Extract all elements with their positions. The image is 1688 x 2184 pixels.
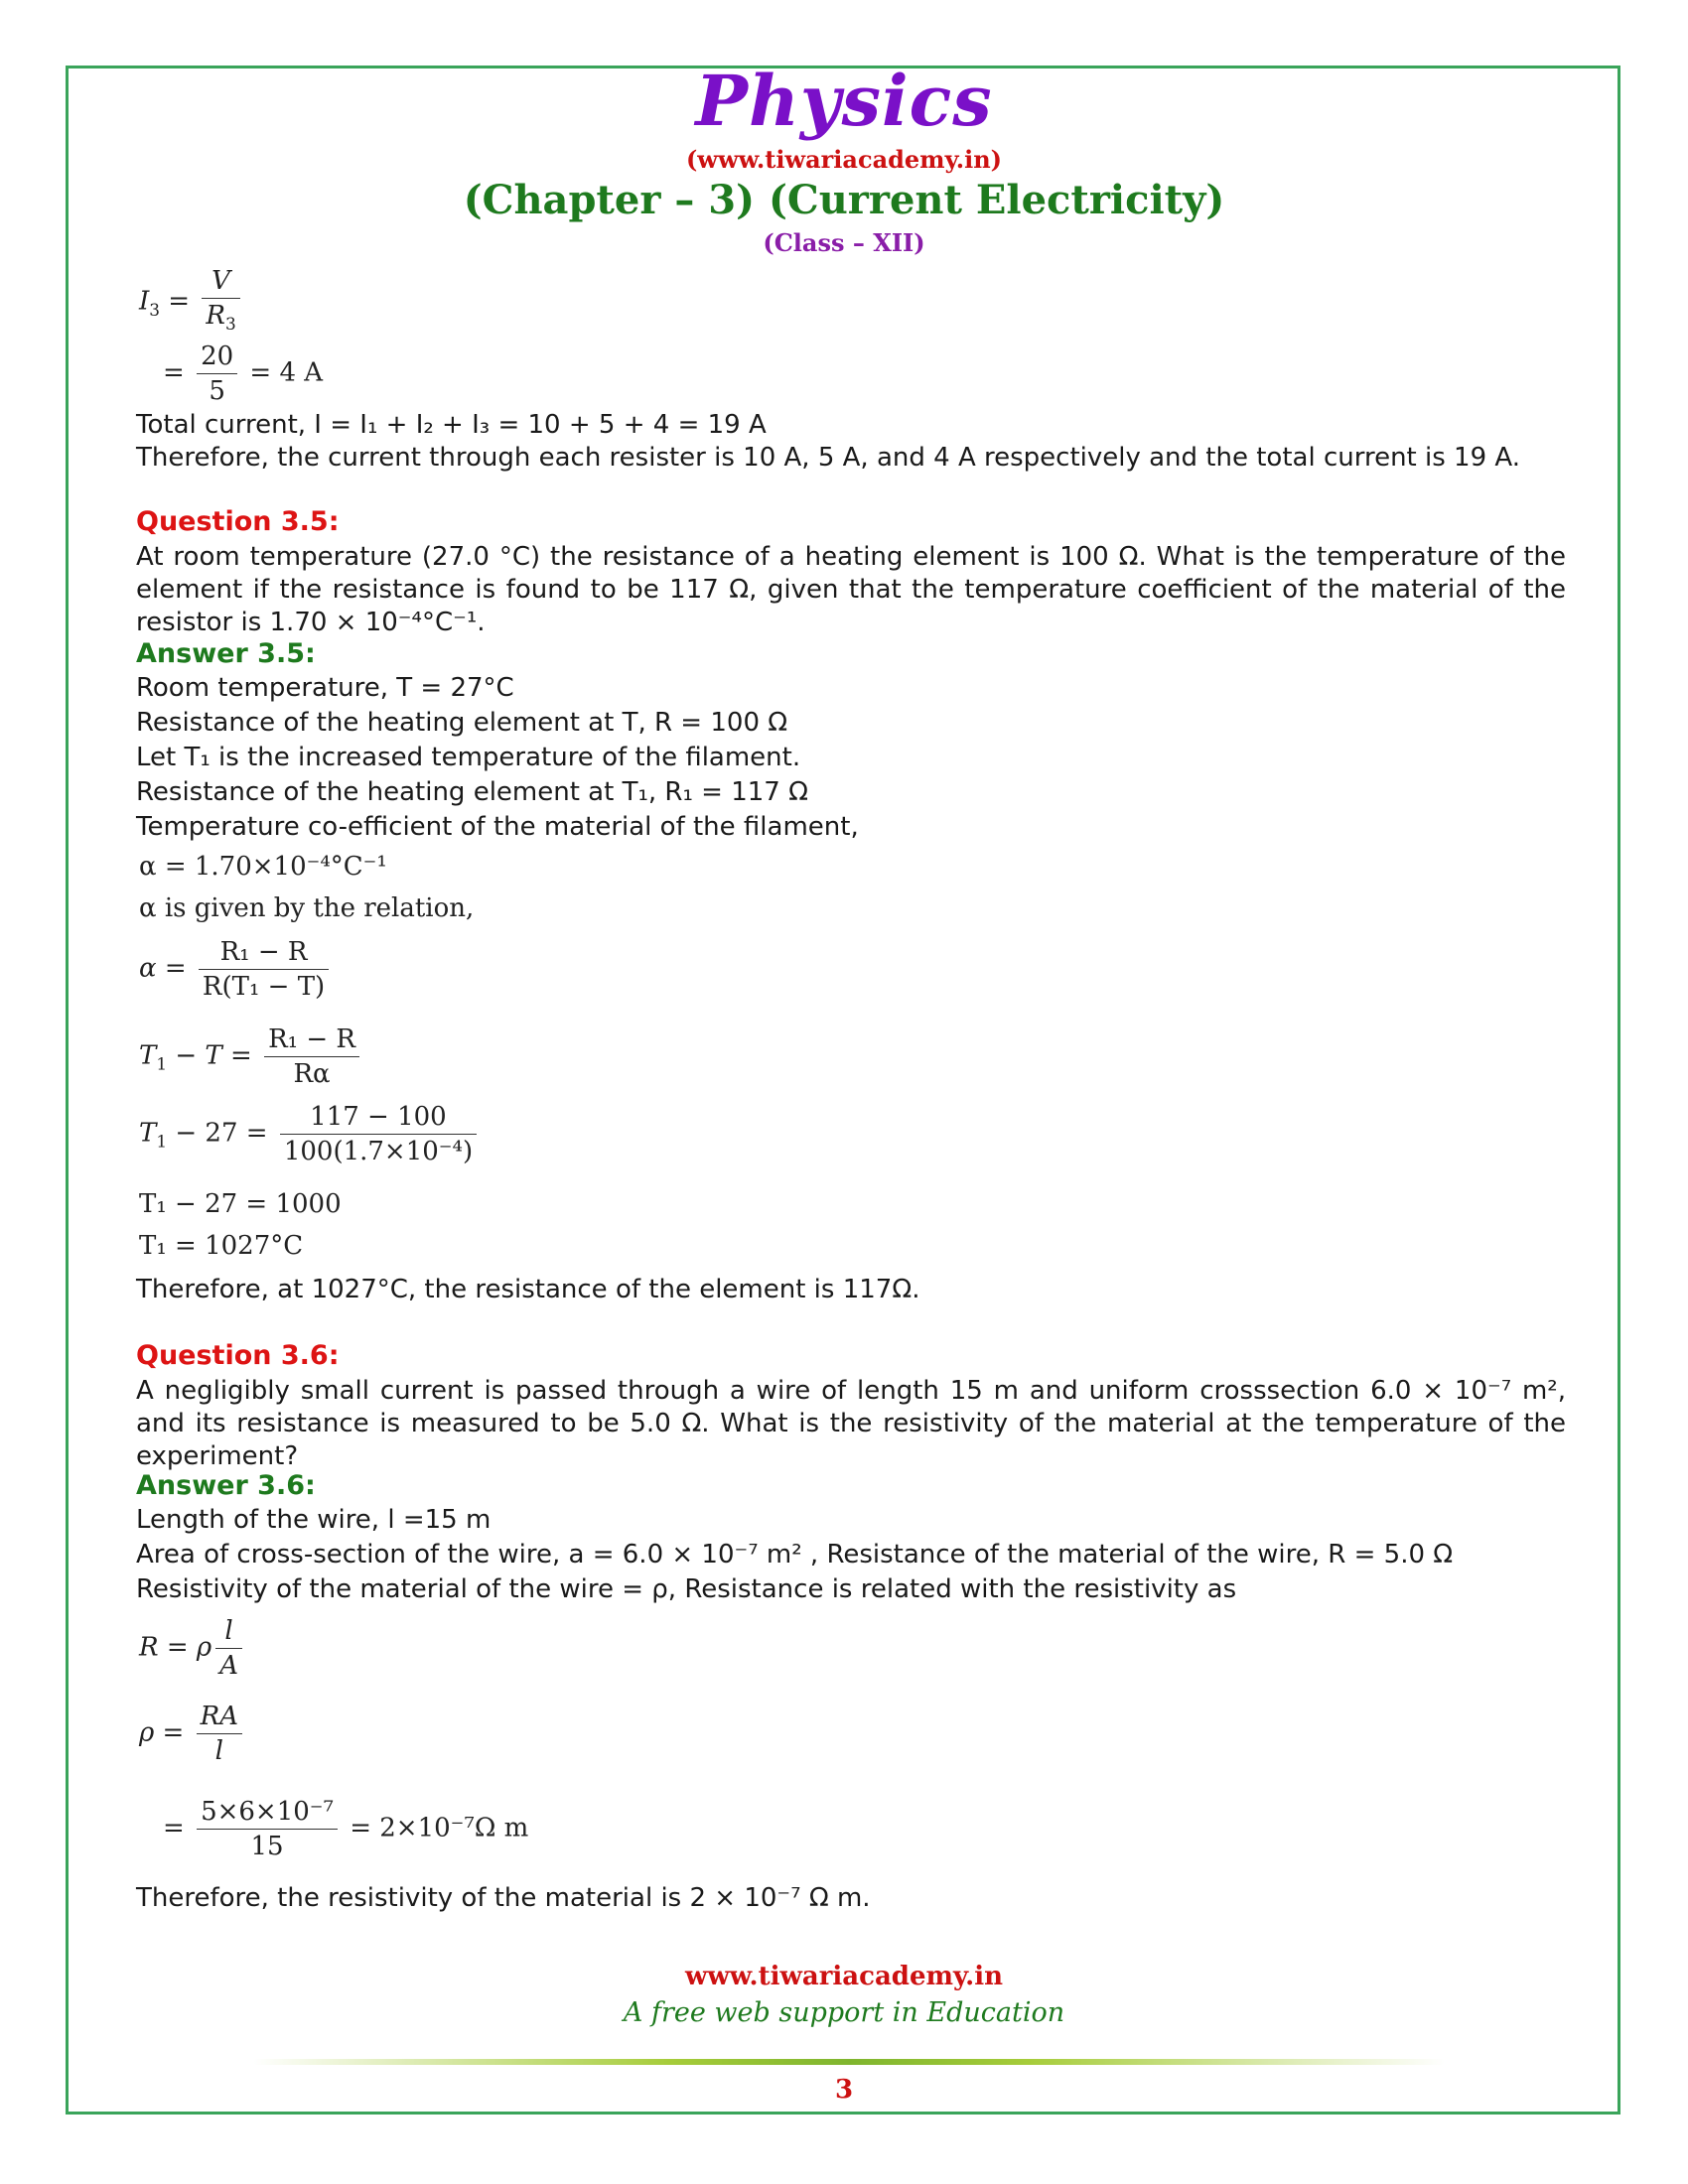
chapter-heading: (Chapter – 3) (Current Electricity) xyxy=(463,177,1225,223)
question-3-6-label: Question 3.6: xyxy=(136,1340,340,1371)
page-title: Physics xyxy=(695,60,993,142)
answer-line: Room temperature, T = 27°C xyxy=(136,673,514,703)
equation-result: T₁ = 1027°C xyxy=(139,1231,304,1261)
answer-3-6-label: Answer 3.6: xyxy=(136,1470,316,1501)
equation-step: T₁ − 27 = 1000 xyxy=(139,1189,342,1219)
answer-line: Length of the wire, l =15 m xyxy=(136,1505,492,1535)
equation-alpha: α = $\frac{\text{R₁ − R}}{\text{R(T₁ − T)}}$ xyxy=(139,935,333,1004)
footer-url: www.tiwariacademy.in xyxy=(685,1962,1003,1991)
answer-line: Resistance of the heating element at T₁, R₁ = 117 Ω xyxy=(136,777,808,807)
question-3-6-text: A negligibly small current is passed through a wire of length 15 m and uniform crosssection 6.0 × 10⁻⁷ m², and its resistance is measured to be 5.0 Ω. What is the resistivity of the material at the temperature of the experiment? xyxy=(136,1376,1566,1471)
footer-divider xyxy=(253,2059,1445,2065)
equation-i3: $I_3$ = $\frac{V}{R_3}$ xyxy=(139,264,244,341)
answer-3-6-conclusion: Therefore, the resistivity of the material is 2 × 10⁻⁷ Ω m. xyxy=(136,1883,871,1913)
footer-tagline: A free web support in Education xyxy=(623,1997,1065,2028)
equation-resistivity: ρ = $\frac{RA}{l}$ xyxy=(139,1700,246,1768)
answer-line: Let T₁ is the increased temperature of the filament. xyxy=(136,743,801,772)
equation-resistivity-value: = $\frac{\text{5×6×10⁻⁷}}{15}$ = 2×10⁻⁷Ω m xyxy=(163,1797,529,1861)
page-number: 3 xyxy=(834,2075,854,2105)
alpha-relation: α is given by the relation, xyxy=(139,893,475,923)
alpha-value: α = 1.70×10⁻⁴°C⁻¹ xyxy=(139,852,387,882)
answer-line: Area of cross-section of the wire, a = 6.0 × 10⁻⁷ m² , Resistance of the material of the wire, R = 5.0 Ω xyxy=(136,1540,1454,1570)
answer-line: Resistance of the heating element at T, R = 100 Ω xyxy=(136,708,788,738)
answer-3-5-label: Answer 3.5: xyxy=(136,638,316,669)
answer-line: Resistivity of the material of the wire = ρ, Resistance is related with the resistivity as xyxy=(136,1574,1237,1604)
equation-substitution: $T_1 - 27$ = $\frac{117 - 100}{\text{100(1.7×10⁻⁴)}}$ xyxy=(139,1100,481,1168)
equation-i3-value: = $\frac{20}{5}$ = 4 A xyxy=(163,341,324,406)
top-conclusion: Therefore, the current through each resister is 10 A, 5 A, and 4 A respectively and the total current is 19 A. xyxy=(136,443,1520,473)
equation-t1-minus-t: $T_1 - T$ = $\frac{\text{R₁ − R}}{R\alpha}$ xyxy=(139,1023,363,1091)
class-label: (Class – XII) xyxy=(763,228,925,257)
question-3-5-label: Question 3.5: xyxy=(136,506,340,537)
equation-resistance: R = ρ $\frac{l}{A}$ xyxy=(139,1614,246,1683)
answer-line: Temperature co-efficient of the material of the filament, xyxy=(136,812,859,842)
question-3-5-text: At room temperature (27.0 °C) the resistance of a heating element is 100 Ω. What is the temperature of the element if the resistance is found to be 117 Ω, given that the temperature coefficient of the material of the resistor is 1.70 × 10⁻⁴°C⁻¹. xyxy=(136,542,1566,637)
answer-3-5-conclusion: Therefore, at 1027°C, the resistance of the element is 117Ω. xyxy=(136,1275,920,1304)
header-url: (www.tiwariacademy.in) xyxy=(685,145,1003,174)
total-current-line: Total current, I = I₁ + I₂ + I₃ = 10 + 5 + 4 = 19 A xyxy=(136,410,767,440)
